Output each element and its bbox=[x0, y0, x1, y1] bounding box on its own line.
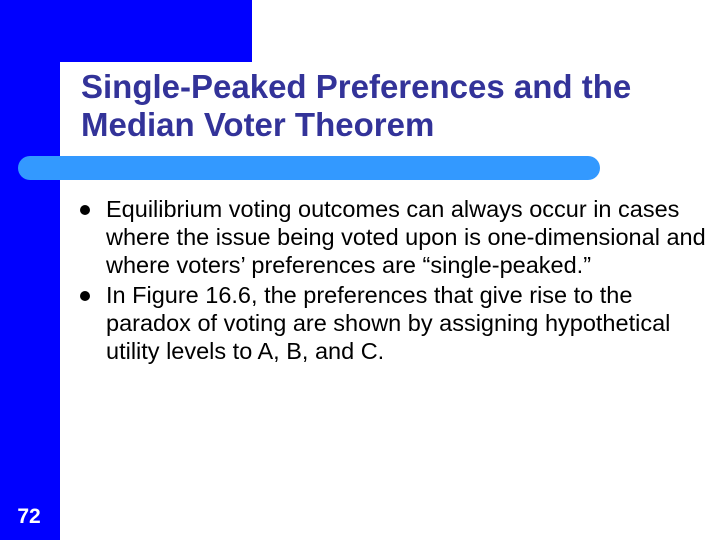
top-left-frame-block bbox=[0, 0, 252, 62]
title-divider bbox=[18, 156, 600, 180]
bullet-text: In Figure 16.6, the preferences that give rise to the paradox of voting are shown by assigning hypothetical utility levels to A, B, and C. bbox=[106, 282, 671, 364]
bullet-list bbox=[78, 195, 710, 367]
bullet-dot-icon bbox=[80, 291, 90, 301]
bullet-dot-icon bbox=[80, 205, 90, 215]
bullet-item bbox=[78, 281, 710, 365]
page-number: 72 bbox=[17, 505, 41, 528]
bullet-item bbox=[78, 195, 710, 279]
bullet-text: Equilibrium voting outcomes can always occur in cases where the issue being voted upon is one-dimensional and where voters’ preferences are “single-peaked.” bbox=[106, 196, 706, 278]
left-frame-bar bbox=[0, 0, 60, 540]
slide-title: Single-Peaked Preferences and the Median Voter Theorem bbox=[81, 68, 632, 143]
